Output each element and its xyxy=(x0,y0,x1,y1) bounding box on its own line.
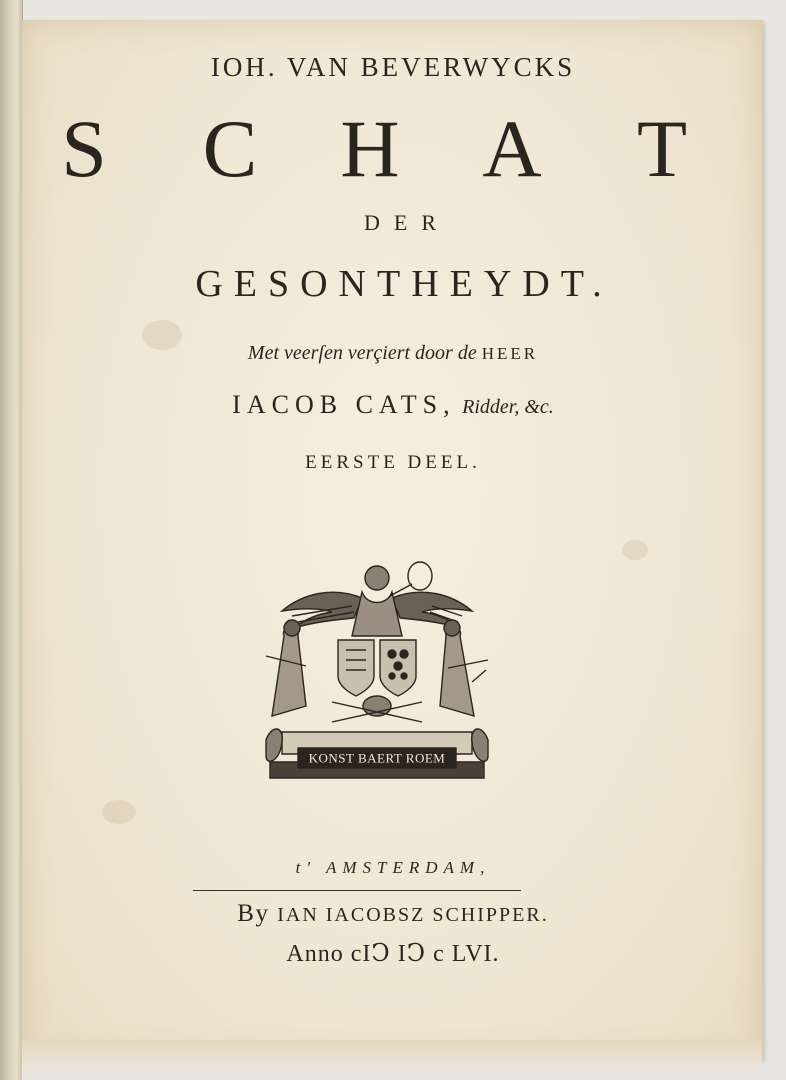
device-motto: KONST BAERT ROEM xyxy=(308,750,446,766)
title-letter: A xyxy=(482,103,542,194)
title-der: DER xyxy=(364,210,450,235)
main-title-schat xyxy=(0,104,786,194)
verse-credit-line xyxy=(0,342,786,365)
printer-by: By xyxy=(237,900,270,927)
title-letter: C xyxy=(202,103,258,194)
title-gesontheydt: GESONTHEYDT. xyxy=(195,263,613,305)
title-letter: H xyxy=(340,103,400,194)
title-letter: T xyxy=(636,103,688,194)
poet-name: IACOB CATS, xyxy=(232,390,456,419)
printer-name: IAN IACOBSZ SCHIPPER. xyxy=(277,904,549,926)
printer-line xyxy=(0,900,786,928)
verse-credit-heer: HEER xyxy=(481,344,539,363)
title-letter: S xyxy=(61,103,107,194)
printers-device-woodcut xyxy=(262,556,492,784)
imprint-rule xyxy=(193,890,521,891)
verse-credit-italic: Met veerſen verçiert door de xyxy=(247,342,477,364)
imprint-year: Anno cIↃ IↃ c LVI. xyxy=(286,941,500,967)
poet-title: Ridder, &c. xyxy=(462,396,554,418)
page-bottom-edge xyxy=(22,1040,762,1080)
imprint-place: t' AMSTERDAM, xyxy=(295,858,491,877)
poet-line xyxy=(0,390,786,420)
author-line: IOH. VAN BEVERWYCKS xyxy=(210,52,576,82)
volume-label: EERSTE DEEL. xyxy=(305,452,481,473)
